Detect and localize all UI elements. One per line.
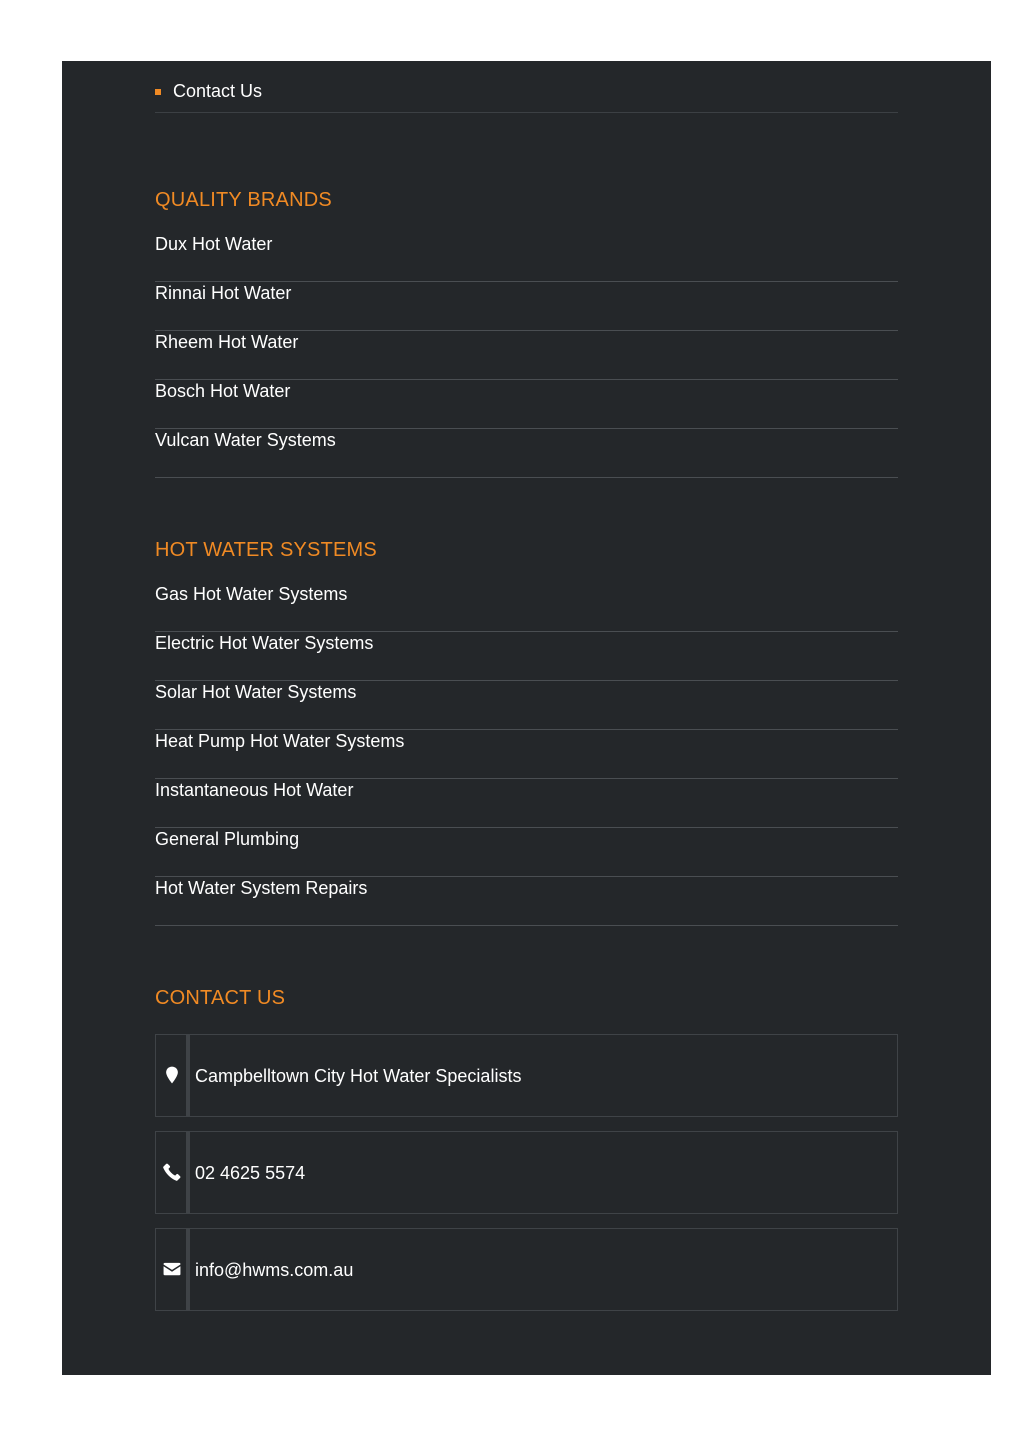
system-link-solar[interactable]: Solar Hot Water Systems bbox=[155, 682, 357, 702]
list-item bbox=[155, 681, 898, 730]
menu-item-label[interactable]: Contact Us bbox=[173, 81, 263, 101]
brand-link-bosch[interactable]: Bosch Hot Water bbox=[155, 381, 291, 401]
brand-link-rinnai[interactable]: Rinnai Hot Water bbox=[155, 283, 292, 303]
contact-email-box bbox=[155, 1228, 898, 1311]
contact-us-heading: CONTACT US bbox=[155, 987, 286, 1009]
system-link-heat-pump[interactable]: Heat Pump Hot Water Systems bbox=[155, 731, 405, 751]
system-link-gas[interactable]: Gas Hot Water Systems bbox=[155, 584, 348, 604]
system-link-general-plumbing[interactable]: General Plumbing bbox=[155, 829, 300, 849]
quality-brands-list bbox=[155, 233, 898, 478]
list-item bbox=[155, 331, 898, 380]
icon-cell bbox=[156, 1132, 190, 1213]
brand-link-vulcan[interactable]: Vulcan Water Systems bbox=[155, 430, 336, 450]
square-bullet-icon bbox=[155, 89, 161, 95]
system-link-instantaneous[interactable]: Instantaneous Hot Water bbox=[155, 780, 354, 800]
system-link-electric[interactable]: Electric Hot Water Systems bbox=[155, 633, 374, 653]
system-link-repairs[interactable]: Hot Water System Repairs bbox=[155, 878, 368, 898]
list-item bbox=[155, 282, 898, 331]
list-item bbox=[155, 380, 898, 429]
list-item bbox=[155, 730, 898, 779]
menu-item-contact-us[interactable] bbox=[155, 61, 898, 113]
hot-water-systems-heading: HOT WATER SYSTEMS bbox=[155, 539, 377, 561]
contact-phone-box bbox=[155, 1131, 898, 1214]
list-item bbox=[155, 877, 898, 926]
contact-phone-link[interactable]: 02 4625 5574 bbox=[195, 1163, 306, 1183]
hot-water-systems-list bbox=[155, 583, 898, 926]
site-footer bbox=[62, 61, 991, 1375]
contact-address-text: Campbelltown City Hot Water Specialists bbox=[195, 1066, 522, 1086]
brand-link-dux[interactable]: Dux Hot Water bbox=[155, 234, 273, 254]
list-item bbox=[155, 233, 898, 282]
phone-icon bbox=[163, 1163, 181, 1181]
list-item bbox=[155, 429, 898, 478]
brand-link-rheem[interactable]: Rheem Hot Water bbox=[155, 332, 299, 352]
contact-address-box bbox=[155, 1034, 898, 1117]
list-item bbox=[155, 779, 898, 828]
list-item bbox=[155, 632, 898, 681]
icon-cell bbox=[156, 1229, 190, 1310]
map-marker-icon bbox=[163, 1066, 181, 1084]
quality-brands-heading: QUALITY BRANDS bbox=[155, 189, 332, 211]
icon-cell bbox=[156, 1035, 190, 1116]
list-item bbox=[155, 583, 898, 632]
list-item bbox=[155, 828, 898, 877]
envelope-icon bbox=[163, 1260, 181, 1278]
contact-email-link[interactable]: info@hwms.com.au bbox=[195, 1260, 354, 1280]
